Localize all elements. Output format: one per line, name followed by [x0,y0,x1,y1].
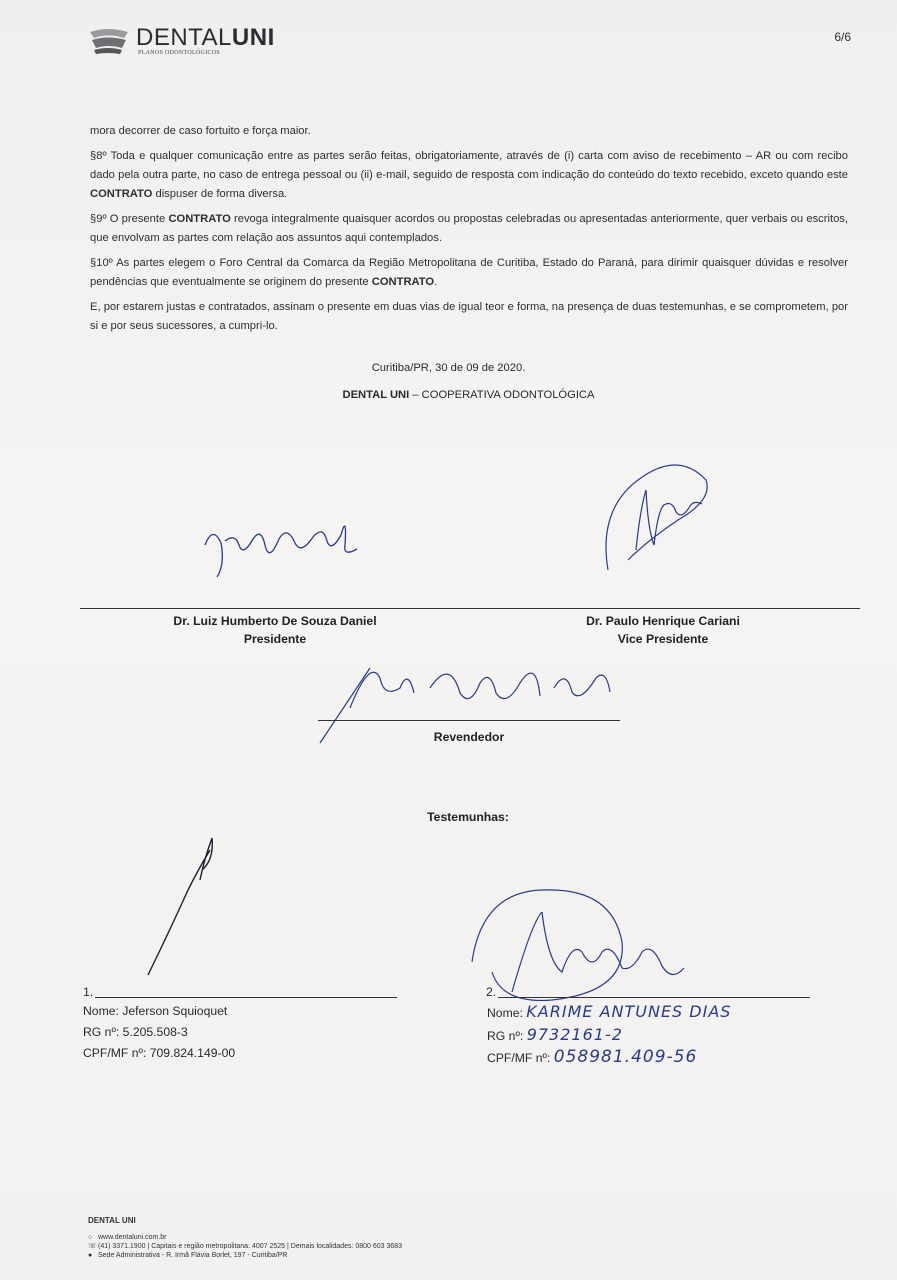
footer-website: ○ www.dentaluni.com.br [88,1234,167,1241]
signature-line [80,608,860,609]
footer-brand: DENTAL UNI [88,1216,136,1225]
witness-1-number: 1. [83,985,94,999]
witness-2-handwritten-name: KARIME ANTUNES DIAS [526,1002,732,1021]
place-date: Curitiba/PR, 30 de 09 de 2020. [371,362,526,374]
logo-mark-icon [88,26,130,56]
signature-witness-2 [462,882,702,1012]
clause-paragraph: §9º O presente CONTRATO revoga integralmente quaisquer acordos ou propostas celebradas ou apresentadas anteriormente, quer verbais ou escritos, que envolvam as partes com relação aos assuntos aqui contemplados. [90,213,848,244]
footer [88,1216,402,1260]
company-name: DENTAL UNI – COOPERATIVA ODONTOLÓGICA [342,389,595,401]
contract-clauses [90,122,848,342]
reseller-label: Revendedor [433,730,505,744]
signatory-vice-president: Dr. Paulo Henrique Cariani Vice Presidente [586,614,740,646]
witness-2-handwritten-cpf: 058981.409-56 [553,1047,698,1067]
signature-luiz [195,505,365,585]
footer-address: ● Sede Administrativa - R. Irmã Flávia Borlet, 197 - Curitiba/PR [88,1252,288,1259]
witness-2-handwritten-rg: 9732161-2 [526,1025,623,1044]
page-number: 6/6 [834,30,851,44]
location-pin-icon: ● [88,1252,93,1259]
signatory-president: Dr. Luiz Humberto De Souza Daniel Presidente [173,614,377,646]
witness-1-details: Nome: Jeferson Squioquet RG nº: 5.205.508-3 CPF/MF nº: 709.824.149-00 [83,1004,236,1060]
clause-paragraph: E, por estarem justas e contratados, assinam o presente em duas vias de igual teor e forma, na presença de duas testemunhas, e se comprometem, por si e por seus sucessores, a cumpri-lo. [90,301,848,332]
witness-2-line [498,997,810,998]
clause-paragraph: §8º Toda e qualquer comunicação entre as partes serão feitas, obrigatoriamente, através de (i) carta com aviso de recebimento – AR ou com recibo dado pela outra parte, no caso de entrega pessoal ou (ii) e-mail, seguido de resposta com indicação do conteúdo do texto recebido, exceto quando este CONTRATO dispuser de forma diversa. [90,150,848,200]
globe-icon: ○ [88,1234,93,1241]
phone-icon: ☏ [88,1243,97,1250]
signature-paulo [598,450,718,580]
reseller-line [318,720,620,721]
dentaluni-logo [88,24,328,64]
witness-2-details: Nome: KARIME ANTUNES DIAS RG nº: 9732161-2 CPF/MF nº: 058981.409-56 [487,1002,732,1067]
witness-1-line [95,997,397,998]
signature-witness-1 [140,830,230,980]
logo-subtitle: PLANOS ODONTOLÓGICOS [138,50,221,56]
clause-paragraph: §10º As partes elegem o Foro Central da Comarca da Região Metropolitana de Curitiba, Estado do Paraná, para dirimir quaisquer dúvidas e resolver pendências que eventualmente se originem do presente CONTRATO. [90,257,848,288]
clause-paragraph: mora decorrer de caso fortuito e força maior. [90,125,311,137]
witness-2-number: 2. [486,985,497,999]
logo-wordmark: DENTALUNI [136,24,275,51]
footer-phones: ☏(41) 3371.1900 | Capitais e região metropolitana: 4007 2525 | Demais localidades: 0800 603 3683 [88,1243,403,1250]
witnesses-title: Testemunhas: [427,810,509,824]
